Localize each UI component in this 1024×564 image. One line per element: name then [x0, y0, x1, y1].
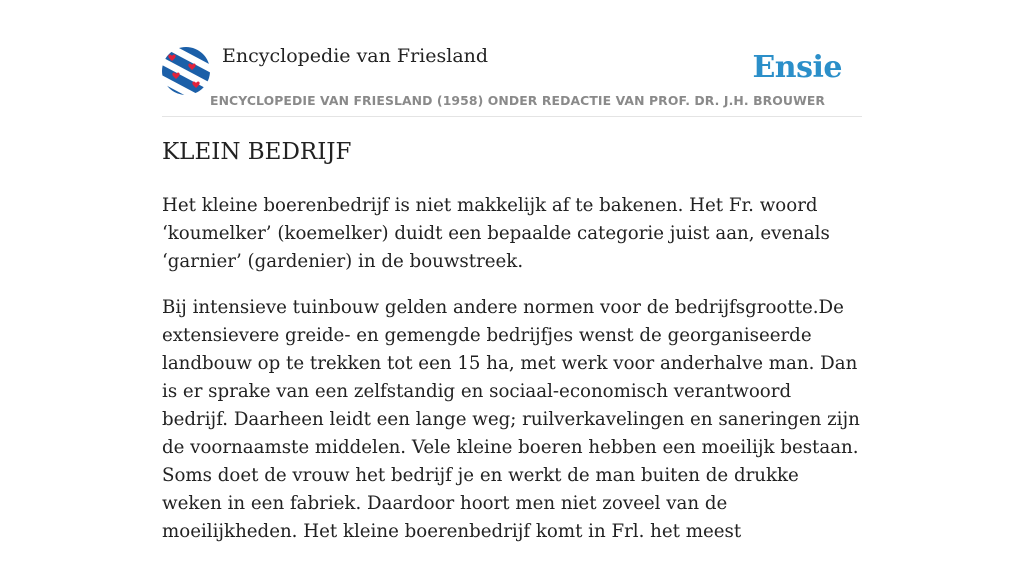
frisian-flag-icon[interactable]: [162, 47, 210, 95]
site-header: [162, 0, 862, 117]
article-paragraph: Het kleine boerenbedrijf is niet makkelijk af te bakenen. Het Fr. woord ‘koumelker’ (koemelker) duidt een bepaalde categorie juist aan, evenals ‘garnier’ (gardenier) in de bouwstreek.: [162, 195, 830, 272]
article-paragraph: Bij intensieve tuinbouw gelden andere normen voor de bedrijfsgrootte.De extensievere greide- en gemengde bedrijfjes wenst de georganiseerde landbouw op te trekken tot een 15 ha, met werk voor anderhalve man. Dan is er sprake van een zelfstandig en sociaal-economisch verantwoord bedrijf. Daarheen leidt een lange weg; ruilverkavelingen en saneringen zijn de voornaamste middelen. Vele kleine boeren hebben een moeilijk bestaan. Soms doet de vrouw het bedrijf je en werkt de man buiten de drukke weken in een fabriek. Daardoor hoort men niet zoveel van de moeilijkheden. Het kleine boerenbedrijf komt in Frl. het meest: [162, 297, 860, 542]
brand-logo[interactable]: Ensie: [752, 50, 842, 85]
article-title: KLEIN BEDRIJF: [162, 139, 352, 165]
article-body: [162, 192, 862, 564]
site-title[interactable]: Encyclopedie van Friesland: [222, 45, 489, 67]
content-container: [162, 0, 862, 542]
site-subtitle: ENCYCLOPEDIE VAN FRIESLAND (1958) ONDER REDACTIE VAN PROF. DR. J.H. BROUWER: [210, 93, 826, 108]
